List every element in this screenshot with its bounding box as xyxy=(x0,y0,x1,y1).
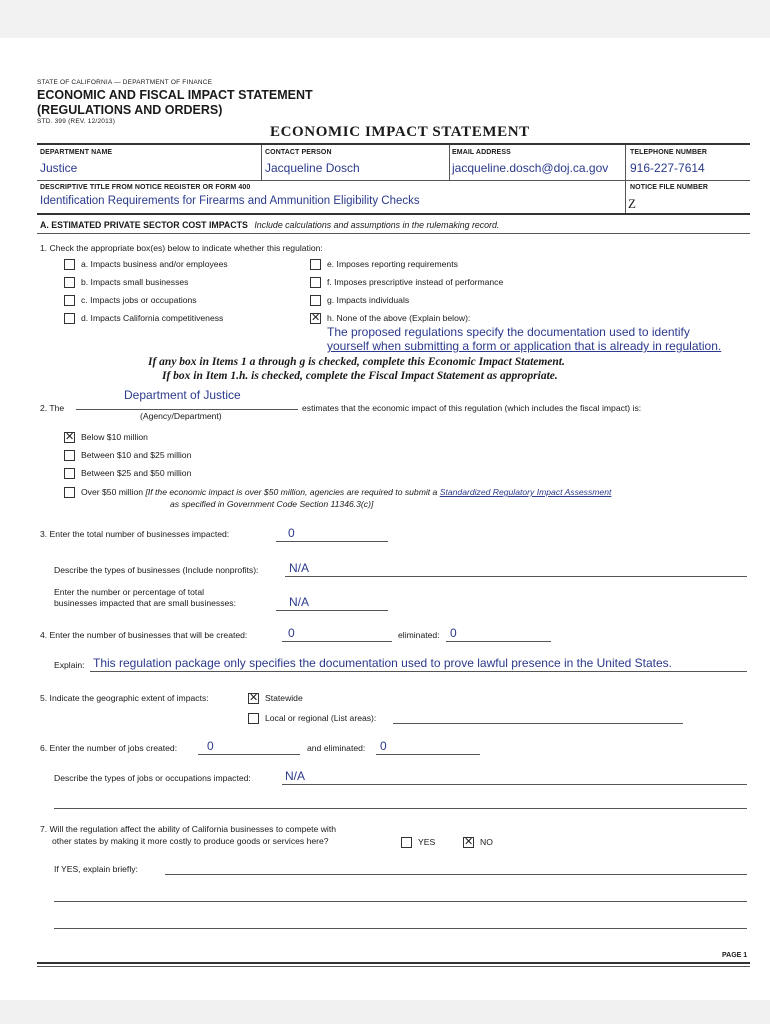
q4-explain-value[interactable]: This regulation package only specifies the documentation used to prove lawful presence in the United States. xyxy=(93,656,673,670)
footer-rule-thin xyxy=(37,966,750,967)
checkbox-1h-label: h. None of the above (Explain below): xyxy=(327,313,471,323)
q6-prompt: 6. Enter the number of jobs created: xyxy=(40,743,178,753)
descriptive-title-field[interactable]: Identification Requirements for Firearms and Ammunition Eligibility Checks xyxy=(40,195,420,207)
q4-prompt: 4. Enter the number of businesses that will be created: xyxy=(40,630,248,640)
checkbox-25-50m-label: Between $25 and $50 million xyxy=(81,468,192,478)
department-label: DEPARTMENT NAME xyxy=(40,149,113,156)
over-50m-line xyxy=(81,487,611,497)
checkbox-1c[interactable] xyxy=(64,295,75,306)
checkbox-local-regional[interactable] xyxy=(248,713,259,724)
page-number: PAGE 1 xyxy=(722,952,748,959)
department-field[interactable]: Justice xyxy=(40,161,78,175)
footer-rule xyxy=(37,962,750,964)
divider xyxy=(449,145,450,180)
descriptive-title-label: DESCRIPTIVE TITLE FROM NOTICE REGISTER OR FORM 400 xyxy=(40,184,251,191)
local-regional-label: Local or regional (List areas): xyxy=(265,713,377,723)
instruction-2: If box in Item 1.h. is checked, complete the Fiscal Impact Statement as appropriate. xyxy=(162,370,558,382)
q1-explain-line2[interactable]: yourself when submitting a form or application that is already in regulation. xyxy=(327,339,722,353)
q3-value[interactable]: 0 xyxy=(288,526,295,540)
q7-prompt1: 7. Will the regulation affect the ability of California businesses to compete with xyxy=(40,824,337,834)
over-50m-label: Over $50 million xyxy=(81,487,144,497)
checkbox-1d-label: d. Impacts California competitiveness xyxy=(81,313,224,323)
checkbox-1a-label: a. Impacts business and/or employees xyxy=(81,259,228,269)
checkbox-1a[interactable] xyxy=(64,259,75,270)
section-a-note: Include calculations and assumptions in the rulemaking record. xyxy=(254,220,500,230)
q6-eliminated-value[interactable]: 0 xyxy=(380,739,387,753)
q6-types-prompt: Describe the types of jobs or occupations impacted: xyxy=(54,773,251,783)
divider xyxy=(261,145,262,180)
q4-explain-label: Explain: xyxy=(54,660,85,670)
checkbox-1b[interactable] xyxy=(64,277,75,288)
q6-types-value[interactable]: N/A xyxy=(285,769,306,783)
q3-small-prompt1: Enter the number or percentage of total xyxy=(54,587,205,597)
q4-eliminated-label: eliminated: xyxy=(398,630,440,640)
q1-prompt: 1. Check the appropriate box(es) below to indicate whether this regulation: xyxy=(40,243,323,253)
sria-link[interactable]: Standardized Regulatory Impact Assessment xyxy=(439,487,612,497)
q3-types-prompt: Describe the types of businesses (Include nonprofits): xyxy=(54,565,259,575)
q6-types-underline-2 xyxy=(54,808,747,809)
phone-field[interactable]: 916-227-7614 xyxy=(630,161,705,175)
q7-explain-underline-2[interactable] xyxy=(54,901,747,902)
q3-underline xyxy=(276,541,388,542)
checkbox-no[interactable]: ✕ xyxy=(464,836,474,848)
q2-suffix: estimates that the economic impact of this regulation (which includes the fiscal impact) is: xyxy=(302,403,642,413)
checkbox-1c-label: c. Impacts jobs or occupations xyxy=(81,295,197,305)
q4-eliminated-underline xyxy=(446,641,551,642)
q3-types-value[interactable]: N/A xyxy=(289,561,310,575)
q5-prompt: 5. Indicate the geographic extent of impacts: xyxy=(40,693,209,703)
email-label: EMAIL ADDRESS xyxy=(452,149,511,156)
checkbox-below-10m[interactable]: ✕ xyxy=(65,431,75,443)
form-subtitle: (REGULATIONS AND ORDERS) xyxy=(37,103,223,117)
email-field[interactable]: jacqueline.dosch@doj.ca.gov xyxy=(452,161,609,175)
local-areas-underline xyxy=(393,723,683,724)
checkbox-10-25m-label: Between $10 and $25 million xyxy=(81,450,192,460)
q2-agency-value[interactable]: Department of Justice xyxy=(124,388,241,402)
yes-label: YES xyxy=(418,837,436,847)
agency-caption: (Agency/Department) xyxy=(140,411,222,421)
agency-underline xyxy=(76,409,298,410)
checkbox-10-25m[interactable] xyxy=(64,450,75,461)
checkbox-1e-label: e. Imposes reporting requirements xyxy=(327,259,458,269)
checkbox-1f[interactable] xyxy=(310,277,321,288)
checkbox-25-50m[interactable] xyxy=(64,468,75,479)
form-title: ECONOMIC AND FISCAL IMPACT STATEMENT xyxy=(37,88,313,102)
instruction-1: If any box in Items 1 a through g is checked, complete this Economic Impact Statement. xyxy=(148,356,565,368)
q3-prompt: 3. Enter the total number of businesses impacted: xyxy=(40,529,230,539)
checkbox-1e[interactable] xyxy=(310,259,321,270)
checkbox-1g-label: g. Impacts individuals xyxy=(327,295,410,305)
checkbox-1d[interactable] xyxy=(64,313,75,324)
scan-bottom-band xyxy=(0,1000,770,1024)
checkbox-yes[interactable] xyxy=(401,837,412,848)
q1-explain-line1[interactable]: The proposed regulations specify the documentation used to identify xyxy=(327,325,690,339)
checkbox-1h[interactable]: ✕ xyxy=(311,312,321,324)
q3-types-underline xyxy=(285,576,747,577)
checkbox-statewide[interactable]: ✕ xyxy=(249,692,259,704)
divider xyxy=(37,180,750,181)
q4-explain-underline xyxy=(90,671,747,672)
q7-explain-label: If YES, explain briefly: xyxy=(54,864,138,874)
q6-eliminated-label: and eliminated: xyxy=(307,743,366,753)
divider xyxy=(625,145,626,213)
q6-created-value[interactable]: 0 xyxy=(207,739,214,753)
q3-small-underline xyxy=(276,610,388,611)
q3-small-prompt2: businesses impacted that are small businesses: xyxy=(54,598,236,608)
checkbox-below-10m-label: Below $10 million xyxy=(81,432,148,442)
notice-file-label: NOTICE FILE NUMBER xyxy=(630,184,709,191)
q2-prefix: 2. The xyxy=(40,403,65,413)
section-a-title: A. ESTIMATED PRIVATE SECTOR COST IMPACTS xyxy=(40,220,248,230)
checkbox-1b-label: b. Impacts small businesses xyxy=(81,277,189,287)
section-a-heading xyxy=(40,220,499,230)
phone-label: TELEPHONE NUMBER xyxy=(630,149,708,156)
state-department-header: STATE OF CALIFORNIA — DEPARTMENT OF FINANCE xyxy=(37,79,213,86)
q3-small-value[interactable]: N/A xyxy=(289,595,310,609)
q4-eliminated-value[interactable]: 0 xyxy=(450,626,457,640)
contact-label: CONTACT PERSON xyxy=(265,149,332,156)
q7-prompt2: other states by making it more costly to produce goods or services here? xyxy=(52,836,329,846)
divider xyxy=(37,233,750,234)
q4-created-value[interactable]: 0 xyxy=(288,626,295,640)
checkbox-1g[interactable] xyxy=(310,295,321,306)
q6-eliminated-underline xyxy=(376,754,480,755)
table-top-rule xyxy=(37,143,750,145)
q7-explain-underline-1[interactable] xyxy=(165,874,747,875)
divider xyxy=(37,213,750,215)
checkbox-over-50m[interactable] xyxy=(64,487,75,498)
q6-types-underline xyxy=(282,784,747,785)
statewide-label: Statewide xyxy=(265,693,303,703)
notice-file-field[interactable]: Z xyxy=(628,196,636,211)
over-50m-note: [If the economic impact is over $50 million, agencies are required to submit a xyxy=(145,487,438,497)
q7-explain-underline-3[interactable] xyxy=(54,928,747,929)
checkbox-1f-label: f. Imposes prescriptive instead of performance xyxy=(327,277,504,287)
no-label: NO xyxy=(480,837,493,847)
q6-created-underline xyxy=(198,754,300,755)
form-number: STD. 399 (REV. 12/2013) xyxy=(37,118,116,125)
contact-field[interactable]: Jacqueline Dosch xyxy=(265,161,360,175)
scan-top-band xyxy=(0,0,770,38)
q4-created-underline xyxy=(282,641,392,642)
over-50m-note2: as specified in Government Code Section 11346.3(c)] xyxy=(170,499,374,509)
section-title: ECONOMIC IMPACT STATEMENT xyxy=(270,124,530,140)
